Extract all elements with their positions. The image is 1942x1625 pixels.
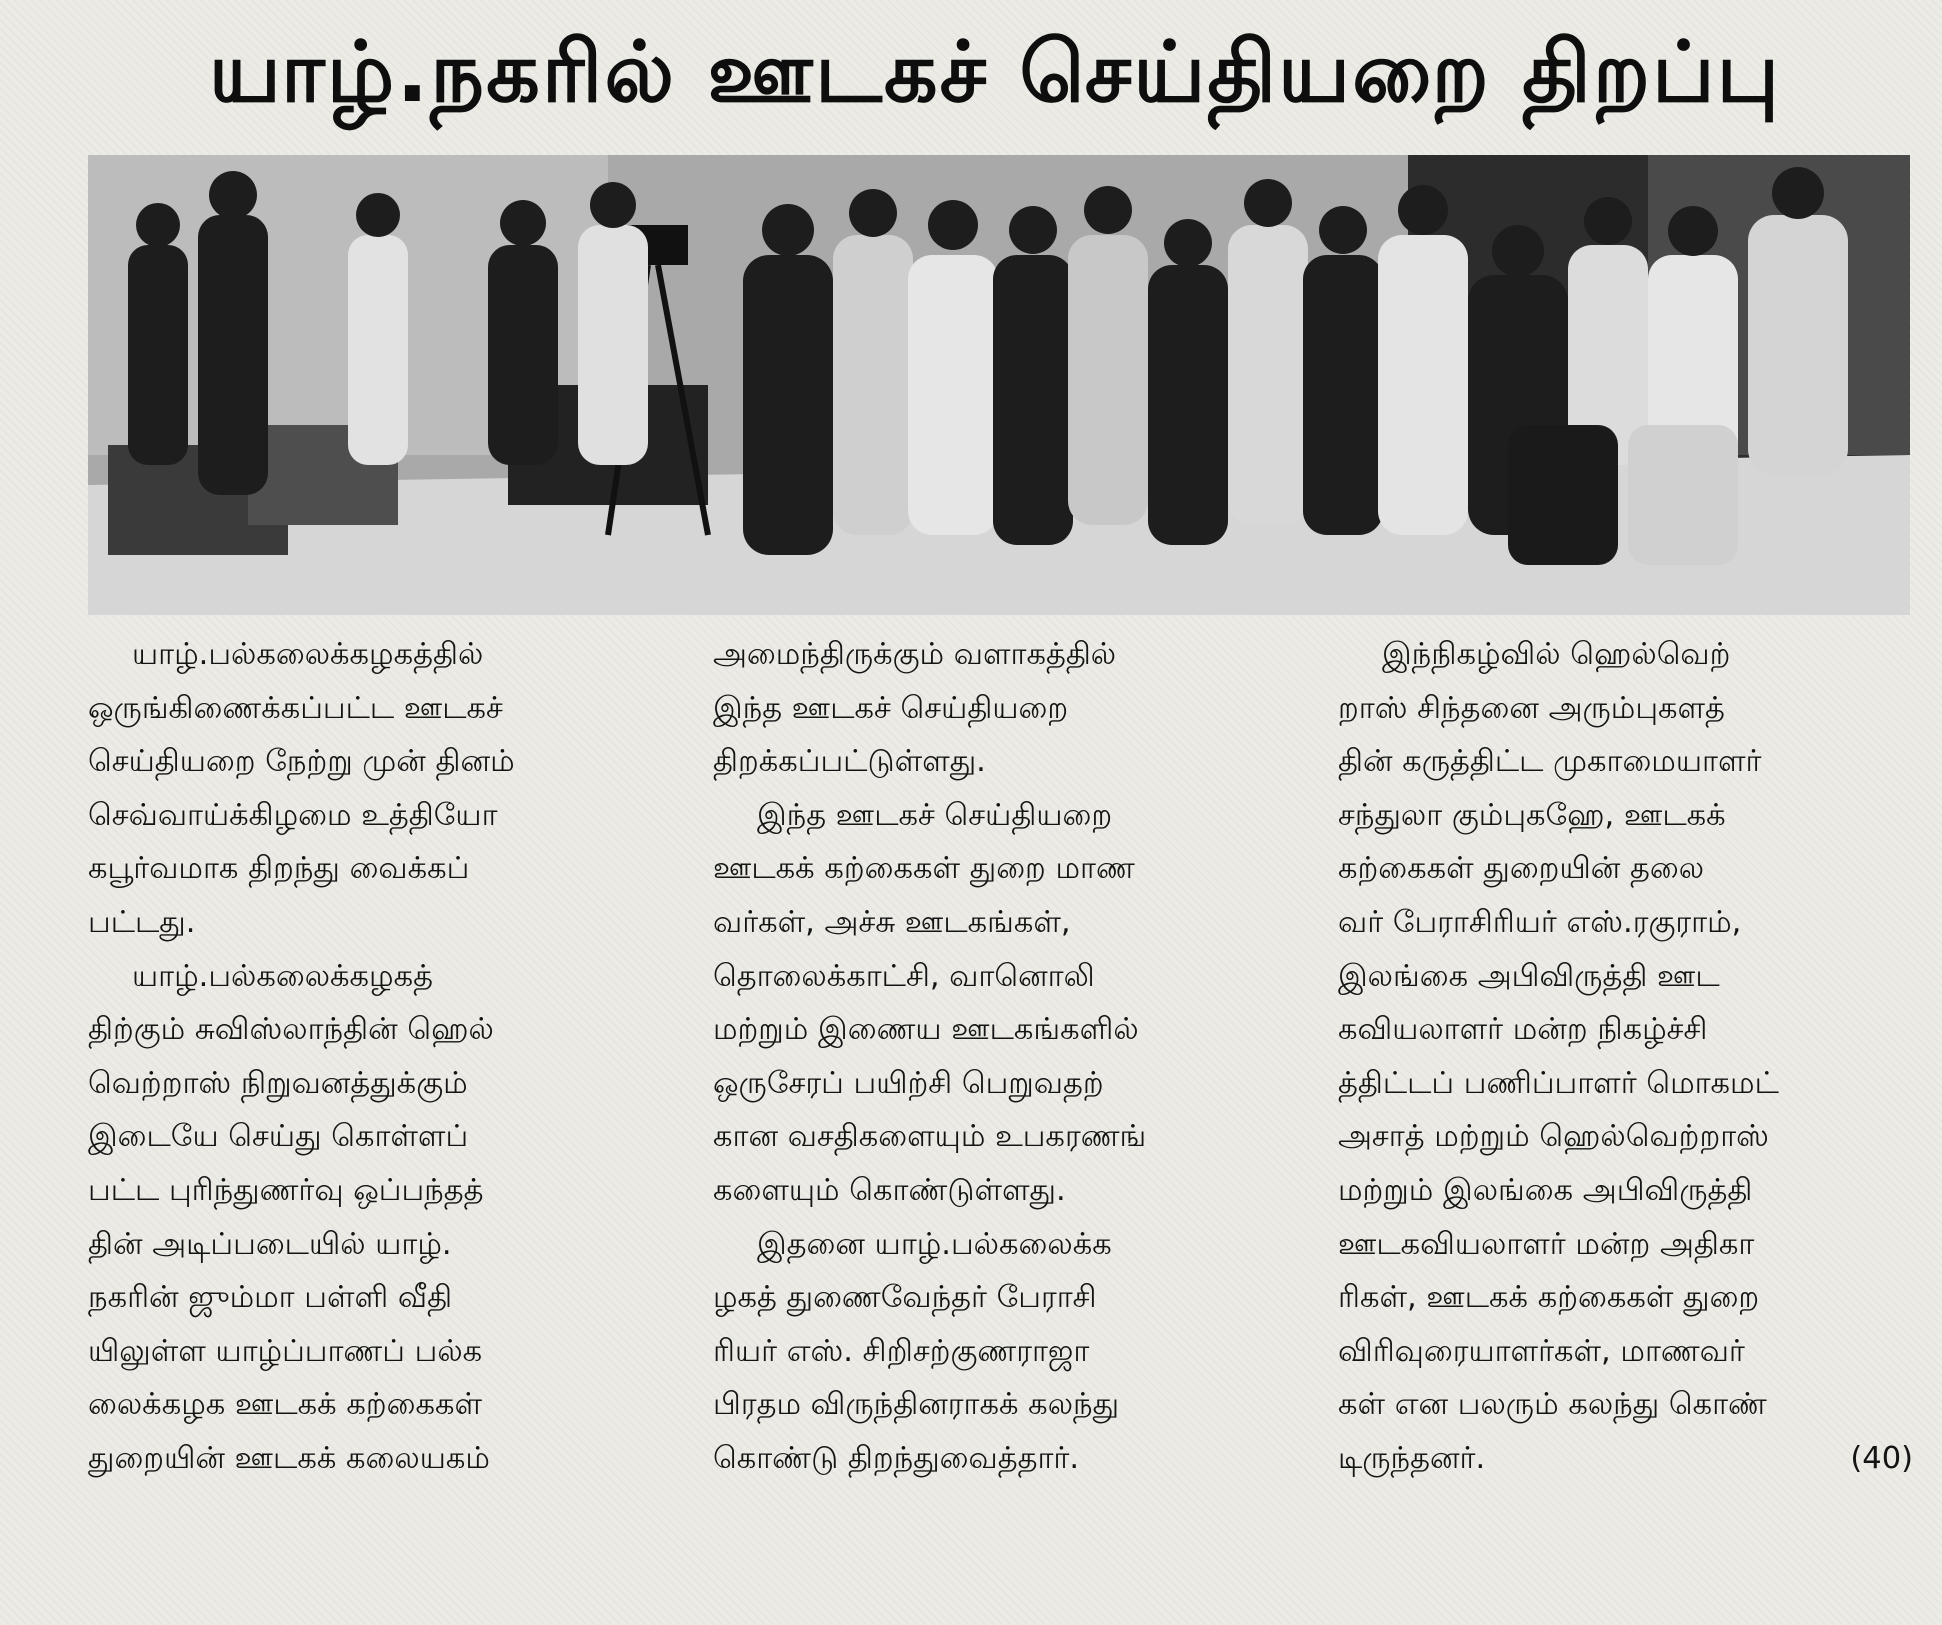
text-line: த்திட்டப் பணிப்பாளர் மொகமட் — [1338, 1065, 1779, 1101]
text-line: மற்றும் இணைய ஊடகங்களில் — [713, 1012, 1139, 1048]
text-line-last — [1338, 1432, 1913, 1486]
text-line: பட்டது. — [88, 904, 196, 940]
text-line: லைக்கழக ஊடகக் கற்கைகள் — [88, 1387, 482, 1423]
column-1-lines — [88, 628, 663, 1486]
news-photo — [88, 155, 1910, 615]
text-line: விரிவுரையாளர்கள், மாணவர் — [1338, 1333, 1745, 1369]
text-line: வர்கள், அச்சு ஊடகங்கள், — [713, 904, 1071, 940]
article-body — [88, 628, 1913, 1568]
text-line: வர் பேராசிரியர் எஸ்.ரகுராம், — [1338, 904, 1742, 940]
text-line: ழகத் துணைவேந்தர் பேராசி — [713, 1280, 1097, 1316]
article-column-1 — [88, 628, 663, 1486]
article-column-3 — [1338, 628, 1913, 1486]
column-3-lines — [1338, 628, 1913, 1486]
text-line: இலங்கை அபிவிருத்தி ஊட — [1338, 958, 1720, 994]
text-line: சந்துலா கும்புகஹே, ஊடகக் — [1338, 797, 1726, 833]
text-line: இந்த ஊடகச் செய்தியறை — [757, 797, 1113, 833]
text-line: கபூர்வமாக திறந்து வைக்கப் — [88, 851, 470, 887]
text-line: ரியர் எஸ். சிறிசற்குணராஜா — [713, 1333, 1090, 1369]
text-line: ஒருங்கிணைக்கப்பட்ட ஊடகச் — [88, 690, 503, 726]
text-line: ஊடகவியலாளர் மன்ற அதிகா — [1338, 1226, 1755, 1262]
text-line: ஊடகக் கற்கைகள் துறை மாண — [713, 851, 1135, 887]
closing-text: டிருந்தனர். — [1338, 1440, 1486, 1476]
text-line: யாழ்.பல்கலைக்கழகத் — [132, 958, 433, 994]
text-line: அசாத் மற்றும் ஹெல்வெற்றாஸ் — [1338, 1119, 1769, 1155]
text-line: மற்றும் இலங்கை அபிவிருத்தி — [1338, 1172, 1753, 1208]
text-line: கான வசதிகளையும் உபகரணங் — [713, 1119, 1147, 1155]
text-line: ரிகள், ஊடகக் கற்கைகள் துறை — [1338, 1280, 1760, 1316]
text-line: களையும் கொண்டுள்ளது. — [713, 1172, 1066, 1208]
text-line: இடையே செய்து கொள்ளப் — [88, 1119, 469, 1155]
text-line: யாழ்.பல்கலைக்கழகத்தில் — [132, 637, 484, 672]
photo-seated-man — [1508, 425, 1618, 565]
text-line: நகரின் ஜும்மா பள்ளி வீதி — [88, 1280, 453, 1316]
text-line: யிலுள்ள யாழ்ப்பாணப் பல்க — [88, 1333, 483, 1369]
text-line: கள் என பலரும் கலந்து கொண் — [1338, 1387, 1767, 1423]
text-line: கொண்டு திறந்துவைத்தார். — [713, 1440, 1080, 1476]
text-line: தின் அடிப்படையில் யாழ். — [88, 1226, 452, 1262]
text-line: இதனை யாழ்.பல்கலைக்க — [757, 1226, 1112, 1262]
text-line: கற்கைகள் துறையின் தலை — [1338, 851, 1705, 887]
text-line: துறையின் ஊடகக் கலையகம் — [88, 1440, 490, 1476]
photo-seated-woman — [1628, 425, 1738, 565]
article-column-2 — [713, 628, 1288, 1486]
text-line: இந்த ஊடகச் செய்தியறை — [713, 690, 1069, 726]
text-line: தின் கருத்திட்ட முகாமையாளர் — [1338, 744, 1762, 780]
text-line: றாஸ் சிந்தனை அரும்புகளத் — [1338, 690, 1725, 726]
text-line: அமைந்திருக்கும் வளாகத்தில் — [713, 637, 1117, 672]
column-2-lines — [713, 628, 1288, 1486]
text-line: ஒருசேரப் பயிற்சி பெறுவதற் — [713, 1065, 1104, 1101]
headline: யாழ்.நகரில் ஊடகச் செய்தியறை திறப்பு — [208, 23, 1782, 121]
text-line: இந்நிகழ்வில் ஹெல்வெற் — [1382, 637, 1731, 672]
text-line: திறக்கப்பட்டுள்ளது. — [713, 744, 986, 780]
text-line: செவ்வாய்க்கிழமை உத்தியோ — [88, 797, 498, 833]
source-credit: (40) — [1850, 1440, 1913, 1476]
text-line: பிரதம விருந்தினராகக் கலந்து — [713, 1387, 1120, 1423]
text-line: செய்தியறை நேற்று முன் தினம் — [88, 744, 515, 780]
text-line: திற்கும் சுவிஸ்லாந்தின் ஹெல் — [88, 1012, 494, 1048]
text-line: தொலைக்காட்சி, வானொலி — [713, 958, 1095, 994]
text-line: வெற்றாஸ் நிறுவனத்துக்கும் — [88, 1065, 468, 1101]
group-photo-illustration — [88, 155, 1910, 615]
text-line: பட்ட புரிந்துணர்வு ஒப்பந்தத் — [88, 1172, 484, 1208]
text-line: கவியலாளர் மன்ற நிகழ்ச்சி — [1338, 1012, 1708, 1048]
